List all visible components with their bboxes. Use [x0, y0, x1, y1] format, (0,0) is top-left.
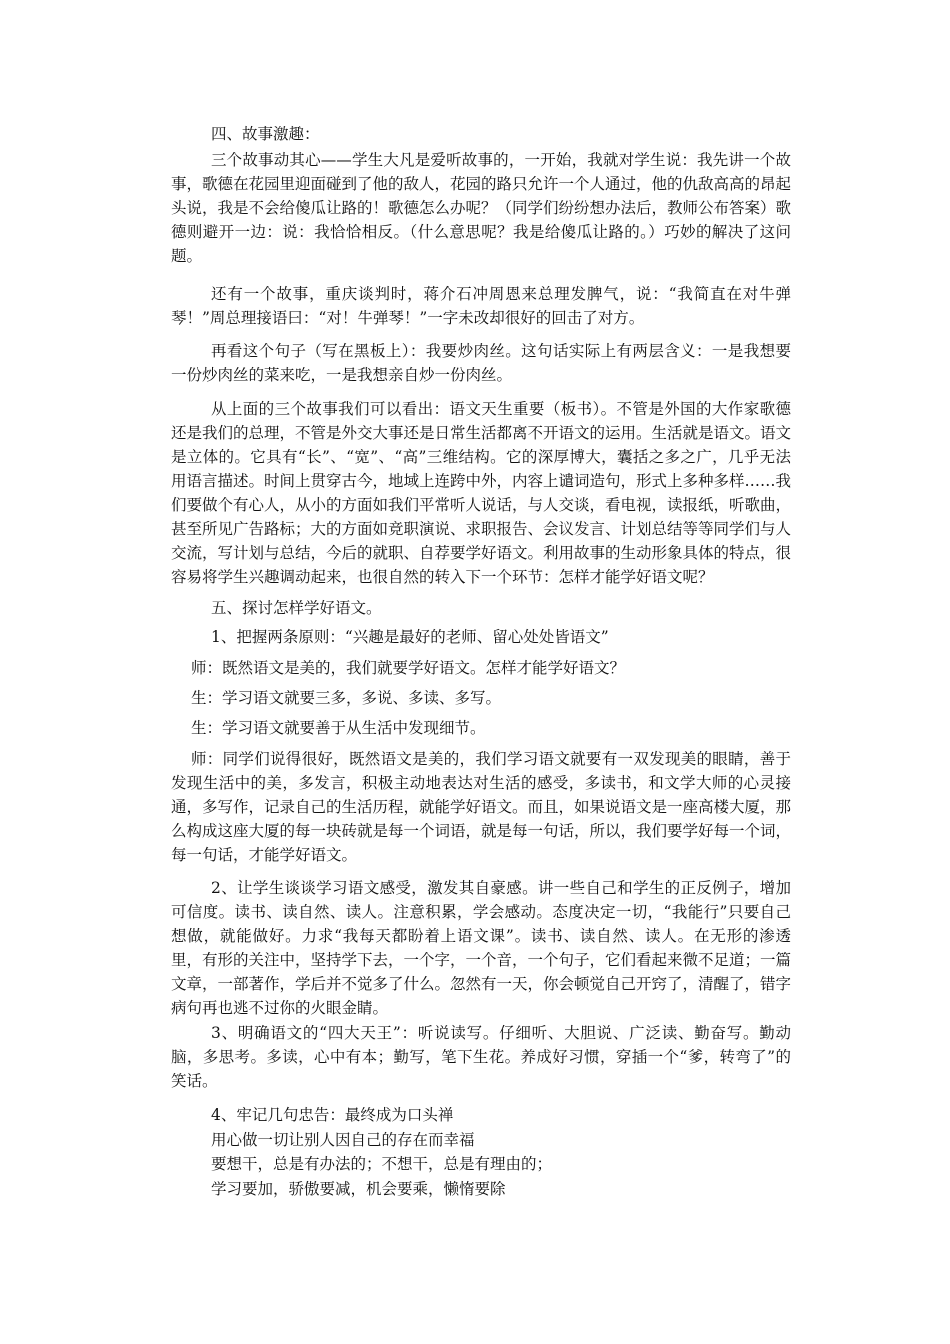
summary-paragraph: 从上面的三个故事我们可以看出：语文天生重要（板书）。不管是外国的大作家歌德还是我们的总理，不管是外交大事还是日常生活都离不开语文的运用。生活就是语文。语文是立体的。它具有“长”、“宽”、“高”三维结构。它的深厚博大，囊括之多之广，几乎无法用语言描述。时间上贯穿古今，地域上连跨中外，内容上谴词造句，形式上多种多样……我们要做个有心人，从小的方面如我们平常听人说话，与人交谈，看电视，读报纸，听歌曲，甚至所见广告路标；大的方面如竞职演说、求职报告、会议发言、计划总结等等同学们与人交流，写计划与总结，今后的就职、自荐要学好语文。利用故事的生动形象具体的特点，很容易将学生兴趣调动起来，也很自然的转入下一个环节：怎样才能学好语文呢？ [171, 400, 792, 586]
section-4-heading: 四、故事激趣： [211, 125, 320, 143]
story-1-paragraph: 三个故事动其心——学生大凡是爱听故事的，一开始，我就对学生说：我先讲一个故事，歌德在花园里迎面碰到了他的敌人，花园的路只允许一个人通过，他的仇敌高高的昂起头说，我是不会给傻瓜让路的！歌德怎么办呢？（同学们纷纷想办法后，教师公布答案）歌德则避开一边：说：我恰恰相反。（什么意思呢？我是给傻瓜让路的。）巧妙的解决了这问题。 [171, 151, 792, 265]
dialog-student-2: 生：学习语文就要善于从生活中发现细节。 [191, 719, 486, 737]
motto-line-3: 学习要加，骄傲要减，机会要乘，懒惰要除 [211, 1180, 506, 1198]
story-2-paragraph: 还有一个故事，重庆谈判时，蒋介石冲周恩来总理发脾气，说：“我简直在对牛弹琴！”周总理接语曰：“对！牛弹琴！”一字未改却很好的回击了对方。 [171, 285, 791, 327]
item-4-heading: 4、牢记几句忠告：最终成为口头禅 [211, 1106, 454, 1124]
item-1-heading: 1、把握两条原则：“兴趣是最好的老师、留心处处皆语文” [211, 628, 609, 646]
motto-line-1: 用心做一切让别人因自己的存在而幸福 [211, 1131, 475, 1149]
dialog-teacher-1: 师：既然语文是美的，我们就要学好语文。怎样才能学好语文？ [191, 659, 626, 677]
dialog-student-1: 生：学习语文就要三多，多说、多读、多写。 [191, 689, 502, 707]
dialog-teacher-2: 师：同学们说得很好，既然语文是美的，我们学习语文就要有一双发现美的眼睛，善于发现生活中的美，多发言，积极主动地表达对生活的感受，多读书，和文学大师的心灵接通，多写作，记录自己的生活历程，就能学好语文。而且，如果说语文是一座高楼大厦，那么构成这座大厦的每一块砖就是每一个词语，就是每一句话，所以，我们要学好每一个词，每一句话，才能学好语文。 [171, 750, 792, 864]
item-2-paragraph: 2、让学生谈谈学习语文感受，激发其自豪感。讲一些自己和学生的正反例子，增加可信度。读书、读自然、读人。注意积累，学会感动。态度决定一切，“我能行”只要自己想做，就能做好。力求“我每天都盼着上语文课”。读书、读自然、读人。在无形的渗透里，有形的关注中，坚持学下去，一个字，一个音，一个句子，它们看起来微不足道；一篇文章，一部著作，学后并不觉多了什么。忽然有一天，你会顿觉自己开窍了，清醒了，错字病句再也逃不过你的火眼金睛。 [171, 879, 792, 1017]
item-3-paragraph: 3、明确语文的“四大天王”：听说读写。仔细听、大胆说、广泛读、勤奋写。勤动脑，多思考。多读，心中有本；勤写，笔下生花。养成好习惯，穿插一个“爹，转弯了”的笑话。 [171, 1024, 791, 1090]
motto-line-2: 要想干，总是有办法的；不想干，总是有理由的； [211, 1155, 553, 1173]
section-5-heading: 五、探讨怎样学好语文。 [211, 599, 382, 617]
story-3-paragraph: 再看这个句子（写在黑板上）：我要炒肉丝。这句话实际上有两层含义：一是我想要一份炒肉丝的菜来吃，一是我想亲自炒一份肉丝。 [171, 342, 791, 384]
